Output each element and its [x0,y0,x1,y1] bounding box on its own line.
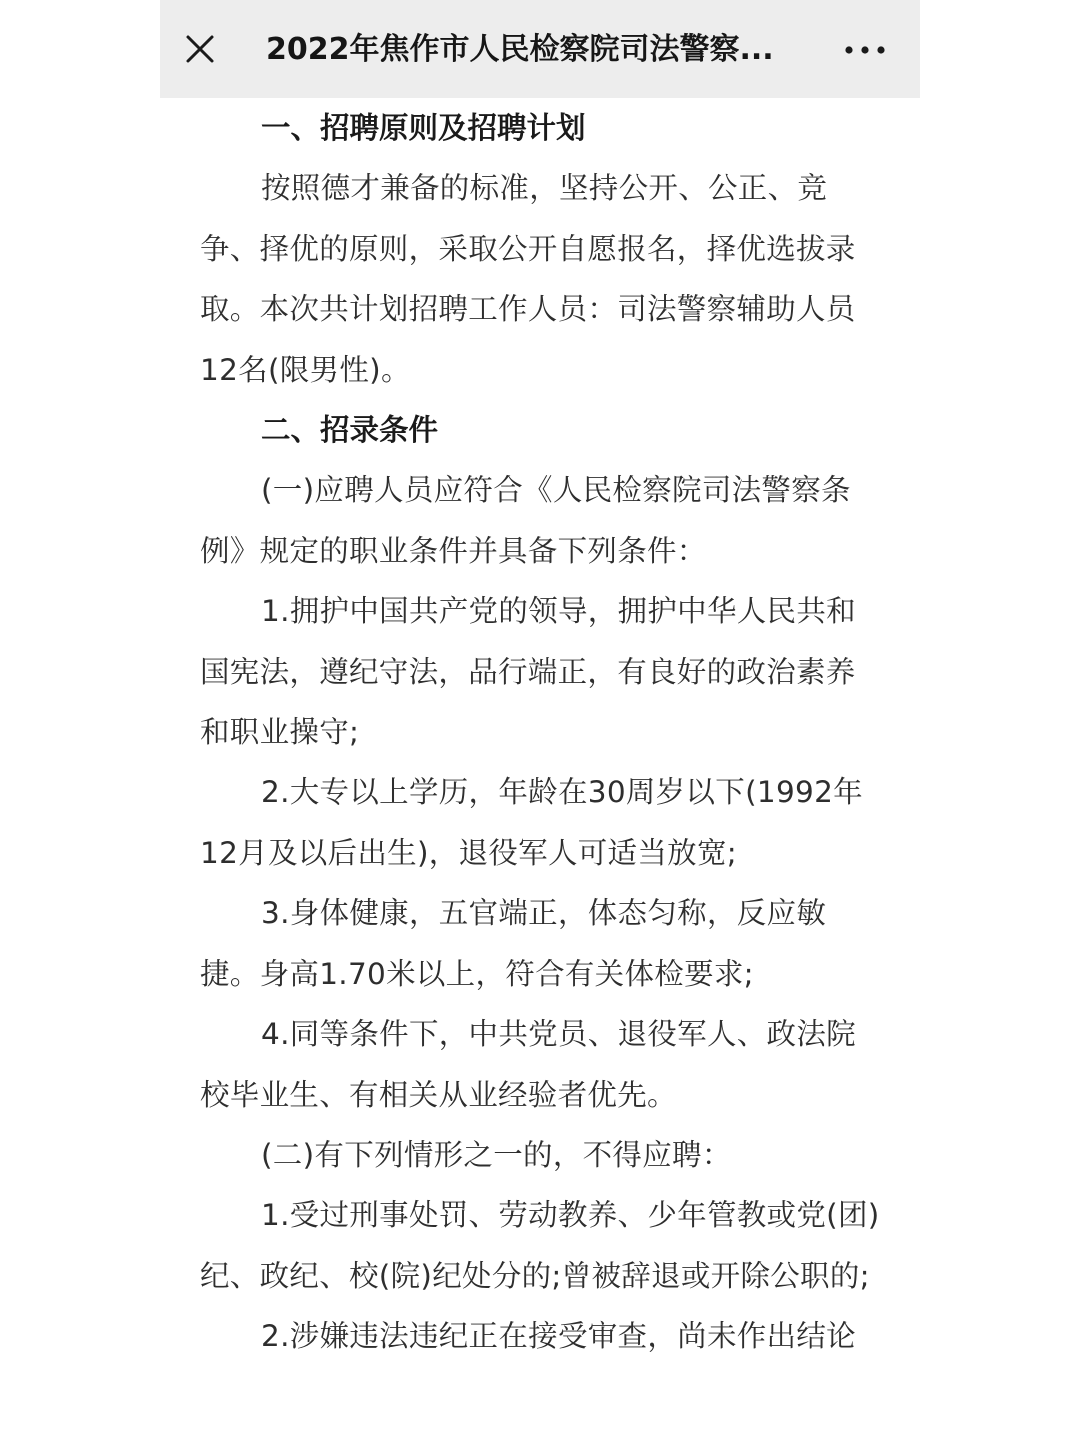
close-button[interactable] [180,27,220,71]
section-heading: 二、招录条件 [261,413,439,448]
article-paragraph: 4.同等条件下，中共党员、退役军人、政法院校毕业生、有相关从业经验者优先。 [200,1017,856,1112]
article-paragraph: (一)应聘人员应符合《人民检察院司法警察条例》规定的职业条件并具备下列条件： [200,473,851,568]
article-body [200,98,880,1367]
article-paragraph: (二)有下列情形之一的，不得应聘： [261,1137,732,1172]
phone-screen [160,0,920,1439]
article-paragraph: 2.大专以上学历，年龄在30周岁以下(1992年12月及以后出生)，退役军人可适当放宽; [200,775,863,870]
close-icon [180,27,220,71]
article-paragraph: 3.身体健康，五官端正，体态匀称，反应敏捷。身高1.70米以上，符合有关体检要求; [200,896,827,991]
more-options-button[interactable] [840,27,890,71]
page-title: 2022年焦作市人民检察院司法警察... [266,32,774,67]
top-navigation-bar [160,0,920,98]
article-paragraph: 按照德才兼备的标准，坚持公开、公正、竞争、择优的原则，采取公开自愿报名，择优选拔录取。本次共计划招聘工作人员：司法警察辅助人员12名(限男性)。 [200,171,856,387]
section-heading: 一、招聘原则及招聘计划 [261,111,586,145]
article-paragraph: 1.受过刑事处罚、劳动教养、少年管教或党(团)纪、政纪、校(院)纪处分的;曾被辞退或开除公职的; [200,1198,880,1293]
article-paragraph: 2.涉嫌违法违纪正在接受审查，尚未作出结论 [261,1319,856,1354]
article-paragraph: 1.拥护中国共产党的领导，拥护中华人民共和国宪法，遵纪守法，品行端正，有良好的政治素养和职业操守; [200,594,856,750]
more-horizontal-icon [840,27,890,71]
